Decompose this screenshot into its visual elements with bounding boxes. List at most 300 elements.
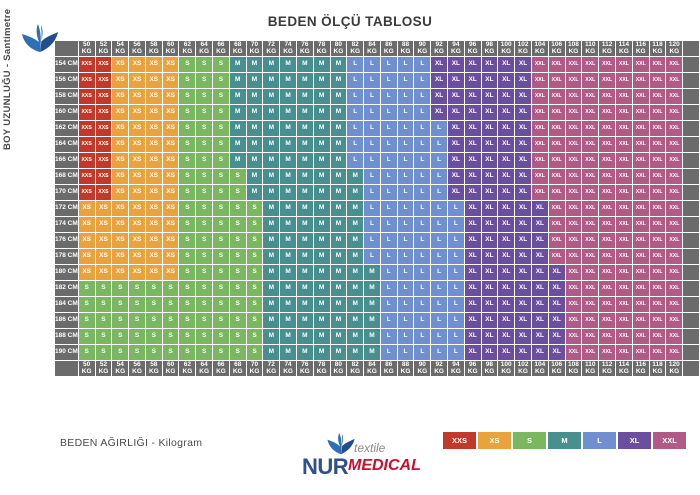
size-cell[interactable]: XL [448,121,464,136]
size-cell[interactable]: XXL [666,105,682,120]
size-cell[interactable]: M [331,73,347,88]
size-cell[interactable]: XXL [650,249,666,264]
size-cell[interactable]: S [129,329,145,344]
size-cell[interactable]: XS [129,265,145,280]
size-cell[interactable]: M [263,57,279,72]
size-cell[interactable]: M [263,217,279,232]
size-cell[interactable]: XL [498,169,514,184]
size-cell[interactable]: XXL [566,169,582,184]
size-cell[interactable]: XL [465,313,481,328]
size-cell[interactable]: M [297,233,313,248]
size-cell[interactable]: XXL [582,153,598,168]
size-cell[interactable]: XS [163,249,179,264]
size-cell[interactable]: XXL [650,233,666,248]
size-cell[interactable]: XXL [650,121,666,136]
size-cell[interactable]: L [364,185,380,200]
size-cell[interactable]: XXL [666,185,682,200]
size-cell[interactable]: XL [482,281,498,296]
size-cell[interactable]: XXL [566,249,582,264]
size-cell[interactable]: XS [112,201,128,216]
size-cell[interactable]: M [297,345,313,360]
size-cell[interactable]: XXL [566,233,582,248]
size-cell[interactable]: XXL [650,153,666,168]
size-cell[interactable]: XS [163,169,179,184]
size-cell[interactable]: XL [532,281,548,296]
size-cell[interactable]: XL [549,345,565,360]
size-cell[interactable]: L [398,233,414,248]
size-cell[interactable]: S [230,249,246,264]
size-cell[interactable]: XXL [599,137,615,152]
size-cell[interactable]: S [196,121,212,136]
size-cell[interactable]: L [398,185,414,200]
size-cell[interactable]: XL [498,217,514,232]
size-cell[interactable]: L [398,169,414,184]
size-cell[interactable]: XXL [599,169,615,184]
size-cell[interactable]: M [297,217,313,232]
size-cell[interactable]: XS [146,121,162,136]
size-cell[interactable]: XS [129,153,145,168]
size-cell[interactable]: L [381,121,397,136]
size-cell[interactable]: XL [515,105,531,120]
size-cell[interactable]: S [112,297,128,312]
size-cell[interactable]: S [247,201,263,216]
size-cell[interactable]: M [263,233,279,248]
size-cell[interactable]: XXL [633,201,649,216]
size-cell[interactable]: XL [498,185,514,200]
size-cell[interactable]: L [398,105,414,120]
size-cell[interactable]: M [364,297,380,312]
size-cell[interactable]: L [347,153,363,168]
size-cell[interactable]: XS [146,201,162,216]
size-cell[interactable]: XL [515,153,531,168]
size-cell[interactable]: XXL [666,137,682,152]
size-cell[interactable]: S [196,201,212,216]
size-cell[interactable]: S [196,89,212,104]
size-cell[interactable]: XXL [599,89,615,104]
size-cell[interactable]: XXL [582,249,598,264]
size-cell[interactable]: XL [532,265,548,280]
size-cell[interactable]: XXL [549,249,565,264]
size-cell[interactable]: XXL [650,137,666,152]
size-cell[interactable]: XXL [666,345,682,360]
size-cell[interactable]: S [146,329,162,344]
size-cell[interactable]: XL [532,329,548,344]
size-cell[interactable]: XXS [96,105,112,120]
size-cell[interactable]: XXL [599,329,615,344]
size-cell[interactable]: XS [129,73,145,88]
size-cell[interactable]: M [331,265,347,280]
size-cell[interactable]: XL [465,137,481,152]
size-cell[interactable]: S [196,233,212,248]
size-cell[interactable]: XXL [582,281,598,296]
size-cell[interactable]: XL [465,153,481,168]
size-cell[interactable]: S [96,313,112,328]
size-cell[interactable]: XXL [650,169,666,184]
size-cell[interactable]: XS [129,249,145,264]
size-cell[interactable]: XXL [532,57,548,72]
size-cell[interactable]: XL [482,137,498,152]
size-cell[interactable]: M [331,313,347,328]
size-cell[interactable]: S [179,57,195,72]
size-cell[interactable]: L [448,313,464,328]
size-cell[interactable]: XL [465,297,481,312]
size-cell[interactable]: S [213,201,229,216]
size-cell[interactable]: M [314,73,330,88]
size-cell[interactable]: XL [498,329,514,344]
size-cell[interactable]: XXL [616,217,632,232]
size-cell[interactable]: S [179,153,195,168]
size-cell[interactable]: XXL [666,89,682,104]
size-cell[interactable]: M [263,265,279,280]
size-cell[interactable]: XL [515,89,531,104]
size-cell[interactable]: XXL [666,313,682,328]
size-cell[interactable]: XXL [650,329,666,344]
size-cell[interactable]: XXL [566,89,582,104]
size-cell[interactable]: XS [112,89,128,104]
size-cell[interactable]: XS [96,201,112,216]
size-cell[interactable]: L [381,201,397,216]
size-cell[interactable]: XS [163,57,179,72]
size-cell[interactable]: S [213,345,229,360]
size-cell[interactable]: M [331,217,347,232]
size-cell[interactable]: XXS [96,73,112,88]
size-cell[interactable]: XXL [582,89,598,104]
size-cell[interactable]: XXL [566,73,582,88]
size-cell[interactable]: M [314,329,330,344]
size-cell[interactable]: XL [515,217,531,232]
size-cell[interactable]: XXS [79,57,95,72]
size-cell[interactable]: XS [112,121,128,136]
size-cell[interactable]: XXL [633,249,649,264]
size-cell[interactable]: L [414,233,430,248]
size-cell[interactable]: XXL [566,185,582,200]
size-cell[interactable]: XL [549,265,565,280]
size-cell[interactable]: XXL [582,185,598,200]
size-cell[interactable]: S [230,185,246,200]
size-cell[interactable]: S [213,89,229,104]
size-cell[interactable]: M [297,249,313,264]
size-cell[interactable]: XL [465,249,481,264]
size-cell[interactable]: L [381,217,397,232]
size-cell[interactable]: L [431,153,447,168]
size-cell[interactable]: XXL [566,137,582,152]
size-cell[interactable]: XS [163,201,179,216]
size-cell[interactable]: M [331,345,347,360]
size-cell[interactable]: XXL [666,73,682,88]
size-cell[interactable]: XXL [582,137,598,152]
size-cell[interactable]: XS [96,233,112,248]
size-cell[interactable]: M [314,57,330,72]
size-cell[interactable]: XL [482,105,498,120]
size-cell[interactable]: XL [498,297,514,312]
size-cell[interactable]: S [247,249,263,264]
size-cell[interactable]: L [414,105,430,120]
size-cell[interactable]: M [331,105,347,120]
size-cell[interactable]: S [179,73,195,88]
size-cell[interactable]: S [179,137,195,152]
size-cell[interactable]: XL [532,249,548,264]
size-cell[interactable]: XS [146,217,162,232]
size-cell[interactable]: M [230,73,246,88]
size-cell[interactable]: XXL [616,121,632,136]
size-cell[interactable]: XXL [582,73,598,88]
size-cell[interactable]: XXL [666,249,682,264]
size-cell[interactable]: S [213,185,229,200]
size-cell[interactable]: L [414,89,430,104]
size-cell[interactable]: M [280,57,296,72]
size-cell[interactable]: XXL [650,185,666,200]
size-cell[interactable]: XXL [666,121,682,136]
size-cell[interactable]: XL [532,201,548,216]
size-cell[interactable]: XL [498,153,514,168]
size-cell[interactable]: XS [146,57,162,72]
size-cell[interactable]: XS [163,233,179,248]
size-cell[interactable]: XXL [532,121,548,136]
size-cell[interactable]: M [263,105,279,120]
size-cell[interactable]: XS [163,137,179,152]
size-cell[interactable]: XXS [96,137,112,152]
size-cell[interactable]: XL [498,249,514,264]
size-cell[interactable]: M [230,89,246,104]
size-cell[interactable]: XXL [549,57,565,72]
size-cell[interactable]: S [247,345,263,360]
size-cell[interactable]: XXL [566,201,582,216]
size-cell[interactable]: XL [465,265,481,280]
size-cell[interactable]: XXL [616,249,632,264]
size-cell[interactable]: XL [515,233,531,248]
size-cell[interactable]: XL [515,297,531,312]
size-cell[interactable]: XXL [599,121,615,136]
size-cell[interactable]: XXL [549,217,565,232]
size-cell[interactable]: XS [146,153,162,168]
size-cell[interactable]: XS [163,121,179,136]
size-cell[interactable]: XS [112,233,128,248]
size-cell[interactable]: M [230,105,246,120]
size-cell[interactable]: S [213,265,229,280]
size-cell[interactable]: XXL [532,185,548,200]
size-cell[interactable]: XS [129,57,145,72]
size-cell[interactable]: XXL [633,185,649,200]
size-cell[interactable]: XXL [549,137,565,152]
size-cell[interactable]: XL [465,121,481,136]
size-cell[interactable]: XL [482,297,498,312]
size-cell[interactable]: XS [112,57,128,72]
size-cell[interactable]: L [414,249,430,264]
size-cell[interactable]: M [263,329,279,344]
size-cell[interactable]: XXL [566,121,582,136]
size-cell[interactable]: S [196,297,212,312]
size-cell[interactable]: XS [112,185,128,200]
size-cell[interactable]: XS [146,249,162,264]
size-cell[interactable]: XL [482,265,498,280]
size-cell[interactable]: S [179,265,195,280]
size-cell[interactable]: M [297,73,313,88]
size-cell[interactable]: S [96,297,112,312]
size-cell[interactable]: M [314,89,330,104]
size-cell[interactable]: S [146,281,162,296]
size-cell[interactable]: S [179,313,195,328]
size-cell[interactable]: XL [515,249,531,264]
size-cell[interactable]: XL [482,185,498,200]
size-cell[interactable]: XXL [616,281,632,296]
size-cell[interactable]: L [364,217,380,232]
size-cell[interactable]: L [431,265,447,280]
size-cell[interactable]: M [230,137,246,152]
size-cell[interactable]: L [398,265,414,280]
size-cell[interactable]: S [213,233,229,248]
size-cell[interactable]: XL [482,153,498,168]
size-cell[interactable]: XL [498,313,514,328]
size-cell[interactable]: L [431,297,447,312]
size-cell[interactable]: XXL [549,73,565,88]
size-cell[interactable]: XS [79,265,95,280]
size-cell[interactable]: XL [482,217,498,232]
size-cell[interactable]: S [112,281,128,296]
size-cell[interactable]: XXL [666,201,682,216]
size-cell[interactable]: M [314,137,330,152]
size-cell[interactable]: S [196,57,212,72]
size-cell[interactable]: XXL [549,201,565,216]
size-cell[interactable]: S [230,265,246,280]
size-cell[interactable]: M [247,169,263,184]
size-cell[interactable]: XL [532,233,548,248]
size-cell[interactable]: M [280,313,296,328]
size-cell[interactable]: XS [112,105,128,120]
size-cell[interactable]: M [247,105,263,120]
size-cell[interactable]: XXL [599,201,615,216]
size-cell[interactable]: L [414,265,430,280]
size-cell[interactable]: L [431,281,447,296]
size-cell[interactable]: XS [146,265,162,280]
size-cell[interactable]: XXL [633,153,649,168]
size-cell[interactable]: XXL [633,233,649,248]
size-cell[interactable]: XXL [633,265,649,280]
size-cell[interactable]: S [230,345,246,360]
size-cell[interactable]: L [448,329,464,344]
size-cell[interactable]: S [179,329,195,344]
size-cell[interactable]: M [230,153,246,168]
size-cell[interactable]: XXL [599,249,615,264]
size-cell[interactable]: L [381,89,397,104]
size-cell[interactable]: XXL [599,281,615,296]
size-cell[interactable]: M [297,169,313,184]
size-cell[interactable]: S [179,281,195,296]
size-cell[interactable]: L [347,121,363,136]
size-cell[interactable]: L [431,217,447,232]
size-cell[interactable]: M [331,281,347,296]
size-cell[interactable]: M [280,73,296,88]
size-cell[interactable]: L [431,121,447,136]
size-cell[interactable]: M [263,169,279,184]
size-cell[interactable]: M [297,201,313,216]
size-cell[interactable]: XL [431,105,447,120]
size-cell[interactable]: XXL [599,57,615,72]
size-cell[interactable]: S [112,329,128,344]
size-cell[interactable]: XL [482,89,498,104]
size-cell[interactable]: XS [79,233,95,248]
size-cell[interactable]: L [381,345,397,360]
size-cell[interactable]: M [314,217,330,232]
size-cell[interactable]: M [314,153,330,168]
size-cell[interactable]: L [398,345,414,360]
size-cell[interactable]: XXS [79,153,95,168]
size-cell[interactable]: XS [146,185,162,200]
size-cell[interactable]: XS [129,185,145,200]
size-cell[interactable]: L [381,265,397,280]
size-cell[interactable]: XS [163,265,179,280]
size-cell[interactable]: S [146,313,162,328]
size-cell[interactable]: XS [112,265,128,280]
size-cell[interactable]: M [331,249,347,264]
size-cell[interactable]: M [263,297,279,312]
size-cell[interactable]: M [347,217,363,232]
size-cell[interactable]: XS [146,169,162,184]
size-cell[interactable]: XXL [616,73,632,88]
size-cell[interactable]: XS [129,89,145,104]
size-cell[interactable]: S [213,313,229,328]
size-cell[interactable]: XXL [582,169,598,184]
size-cell[interactable]: XXL [532,73,548,88]
size-cell[interactable]: XXL [650,217,666,232]
size-cell[interactable]: XXL [532,89,548,104]
size-cell[interactable]: L [381,297,397,312]
size-cell[interactable]: L [448,281,464,296]
size-cell[interactable]: XXL [633,281,649,296]
size-cell[interactable]: S [79,313,95,328]
size-cell[interactable]: M [263,185,279,200]
size-cell[interactable]: XXL [599,313,615,328]
size-cell[interactable]: XS [163,89,179,104]
size-cell[interactable]: XL [431,73,447,88]
size-cell[interactable]: XL [482,201,498,216]
size-cell[interactable]: XL [482,313,498,328]
size-cell[interactable]: XXL [666,265,682,280]
size-cell[interactable]: M [280,329,296,344]
size-cell[interactable]: S [129,313,145,328]
size-cell[interactable]: XXL [666,57,682,72]
size-cell[interactable]: M [280,265,296,280]
size-cell[interactable]: M [347,185,363,200]
size-cell[interactable]: XL [498,201,514,216]
size-cell[interactable]: S [213,73,229,88]
size-cell[interactable]: XS [146,137,162,152]
size-cell[interactable]: L [448,249,464,264]
size-cell[interactable]: S [196,169,212,184]
size-cell[interactable]: M [247,89,263,104]
size-cell[interactable]: XXL [582,345,598,360]
size-cell[interactable]: M [263,137,279,152]
size-cell[interactable]: L [347,57,363,72]
size-cell[interactable]: S [213,105,229,120]
size-cell[interactable]: S [129,345,145,360]
size-cell[interactable]: L [414,169,430,184]
size-cell[interactable]: M [314,169,330,184]
size-cell[interactable]: S [79,329,95,344]
size-cell[interactable]: L [398,121,414,136]
size-cell[interactable]: XS [112,169,128,184]
size-cell[interactable]: M [297,89,313,104]
size-cell[interactable]: XS [129,233,145,248]
size-cell[interactable]: S [179,185,195,200]
size-cell[interactable]: S [179,201,195,216]
size-cell[interactable]: XL [465,89,481,104]
size-cell[interactable]: XXL [633,169,649,184]
size-cell[interactable]: XXL [549,185,565,200]
size-cell[interactable]: M [331,233,347,248]
size-cell[interactable]: XXL [616,345,632,360]
size-cell[interactable]: M [347,265,363,280]
size-cell[interactable]: M [347,169,363,184]
